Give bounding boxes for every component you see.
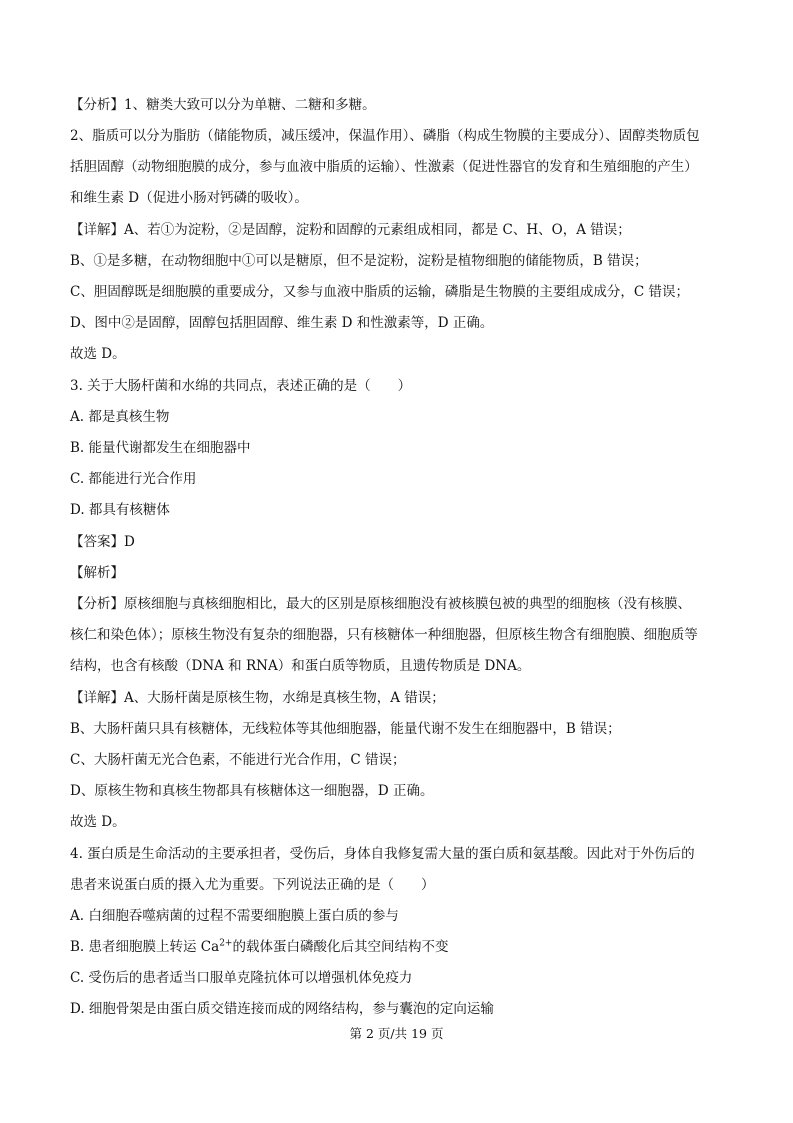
q3-analysis-line-1: 【分析】原核细胞与真核细胞相比，最大的区别是原核细胞没有被核膜包被的典型的细胞核（没有核膜、 — [70, 596, 691, 612]
q3-detail-line-b: B、大肠杆菌只具有核糖体，无线粒体等其他细胞器，能量代谢不发生在细胞器中，B 错误； — [70, 721, 621, 737]
detail-line-b: B、①是多糖，在动物细胞中①可以是糖原，但不是淀粉，淀粉是植物细胞的储能物质，B 错误； — [70, 253, 648, 269]
analysis-line-2: 2、脂质可以分为脂肪（储能物质，减压缓冲，保温作用）、磷脂（构成生物膜的主要成分）、固醇类物质包 — [70, 128, 700, 144]
option-b-text-before: B. 患者细胞膜上转运 Ca — [70, 939, 220, 955]
q3-detail-line-c: C、大肠杆菌无光合色素，不能进行光合作用，C 错误； — [70, 752, 406, 768]
explanation-label: 【解析】 — [70, 565, 124, 581]
q3-detail-line-a: 【详解】A、大肠杆菌是原核生物，水绵是真核生物，A 错误； — [70, 690, 445, 706]
question-4-option-a: A. 白细胞吞噬病菌的过程不需要细胞膜上蛋白质的参与 — [70, 908, 399, 924]
analysis-line-1: 【分析】1、糖类大致可以分为单糖、二糖和多糖。 — [70, 97, 376, 113]
q3-answer-choice: 故选 D。 — [70, 814, 126, 830]
q3-detail-line-d: D、原核生物和真核生物都具有核糖体这一细胞器，D 正确。 — [70, 783, 434, 799]
question-4-stem-2: 患者来说蛋白质的摄入尤为重要。下列说法正确的是（ ） — [70, 877, 435, 893]
question-3-stem: 3. 关于大肠杆菌和水绵的共同点，表述正确的是（ ） — [70, 378, 412, 394]
page-footer: 第 2 页/共 19 页 — [349, 1026, 444, 1041]
question-4-stem-1: 4. 蛋白质是生命活动的主要承担者，受伤后，身体自我修复需大量的蛋白质和氨基酸。因此对于外伤后的 — [70, 846, 695, 862]
question-3-option-d: D. 都具有核糖体 — [70, 502, 170, 518]
question-4-option-d: D. 细胞骨架是由蛋白质交错连接而成的网络结构，参与囊泡的定向运输 — [70, 1001, 494, 1017]
answer-label: 【答案】D — [70, 534, 135, 550]
question-3-option-c: C. 都能进行光合作用 — [70, 471, 197, 487]
question-4-option-c: C. 受伤后的患者适当口服单克隆抗体可以增强机体免疫力 — [70, 970, 413, 986]
analysis-line-4: 和维生素 D（促进小肠对钙磷的吸收）。 — [70, 190, 308, 206]
question-3-option-b: B. 能量代谢都发生在细胞器中 — [70, 440, 251, 456]
q3-analysis-line-3: 结构，也含有核酸（DNA 和 RNA）和蛋白质等物质，且遗传物质是 DNA。 — [70, 658, 531, 674]
q3-analysis-line-2: 核仁和染色体）；原核生物没有复杂的细胞器，只有核糖体一种细胞器，但原核生物含有细胞膜、细胞质等 — [70, 627, 698, 643]
detail-line-a: 【详解】A、若①为淀粉，②是固醇，淀粉和固醇的元素组成相同，都是 C、H、O，A 错误； — [70, 222, 631, 238]
answer-choice-line: 故选 D。 — [70, 346, 126, 362]
option-b-superscript: 2+ — [219, 938, 233, 949]
analysis-line-3: 括胆固醇（动物细胞膜的成分，参与血液中脂质的运输）、性激素（促进性器官的发育和生殖细胞的产生） — [70, 159, 698, 175]
detail-line-d: D、图中②是固醇，固醇包括胆固醇、维生素 D 和性激素等，D 正确。 — [70, 315, 494, 331]
detail-line-c: C、胆固醇既是细胞膜的重要成分，又参与血液中脂质的运输，磷脂是生物膜的主要组成成分，C 错误； — [70, 284, 689, 300]
question-4-option-b — [70, 937, 730, 957]
option-b-text-after: 的载体蛋白磷酸化后其空间结构不变 — [232, 939, 449, 955]
question-3-option-a: A. 都是真核生物 — [70, 409, 170, 425]
